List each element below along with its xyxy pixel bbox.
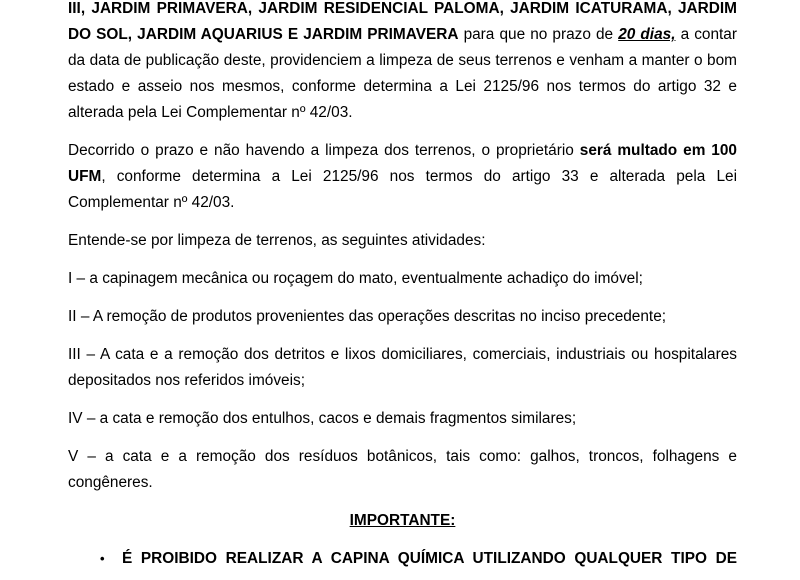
- important-heading: [68, 508, 737, 534]
- important-bullet-item: [100, 546, 737, 572]
- bullet-marker-icon: •: [100, 551, 105, 566]
- activity-item-3: III – A cata e a remoção dos detritos e lixos domiciliares, comerciais, industriais ou hospitalares depositados nos referidos imóveis;: [68, 346, 737, 389]
- deadline-value: 20 dias,: [618, 26, 676, 43]
- important-heading-text: IMPORTANTE:: [349, 512, 456, 529]
- penalty-amount: será multado em 100 UFM: [68, 142, 737, 185]
- deadline-lead-text: para que no prazo de: [458, 26, 619, 43]
- neighborhood-list: III, JARDIM PRIMAVERA, JARDIM RESIDENCIAL PALOMA, JARDIM ICATURAMA, JARDIM DO SOL, JARDIM AQUARIUS E JARDIM PRIMAVERA: [68, 0, 737, 43]
- activities-intro: Entende-se por limpeza de terrenos, as seguintes atividades:: [68, 232, 486, 249]
- penalty-tail-text: , conforme determina a Lei 2125/96 nos termos do artigo 33 e alterada pela Lei Complementar nº 42/03.: [68, 168, 737, 211]
- activity-item-5: V – a cata e a remoção dos resíduos botânicos, tais como: galhos, troncos, folhagens e congêneres.: [68, 448, 737, 491]
- important-bullet-text: É PROIBIDO REALIZAR A CAPINA QUÍMICA UTILIZANDO QUALQUER TIPO DE: [122, 550, 737, 567]
- activity-item-4: IV – a cata e remoção dos entulhos, cacos e demais fragmentos similares;: [68, 410, 577, 427]
- activity-item-2: II – A remoção de produtos provenientes das operações descritas no inciso precedente;: [68, 308, 667, 325]
- paragraph-deadline-notice: [68, 0, 737, 126]
- penalty-lead-text: Decorrido o prazo e não havendo a limpeza dos terrenos, o proprietário: [68, 142, 580, 159]
- activity-item-1: I – a capinagem mecânica ou roçagem do mato, eventualmente achadiço do imóvel;: [68, 270, 643, 287]
- deadline-tail-text: a contar da data de publicação deste, providenciem a limpeza de seus terrenos e venham a manter o bom estado e asseio nos mesmos, conforme determina a Lei 2125/96 nos termos do artigo 32 e alterada pela Lei Complementar nº 42/03.: [68, 26, 737, 121]
- paragraph-penalty: [68, 138, 737, 216]
